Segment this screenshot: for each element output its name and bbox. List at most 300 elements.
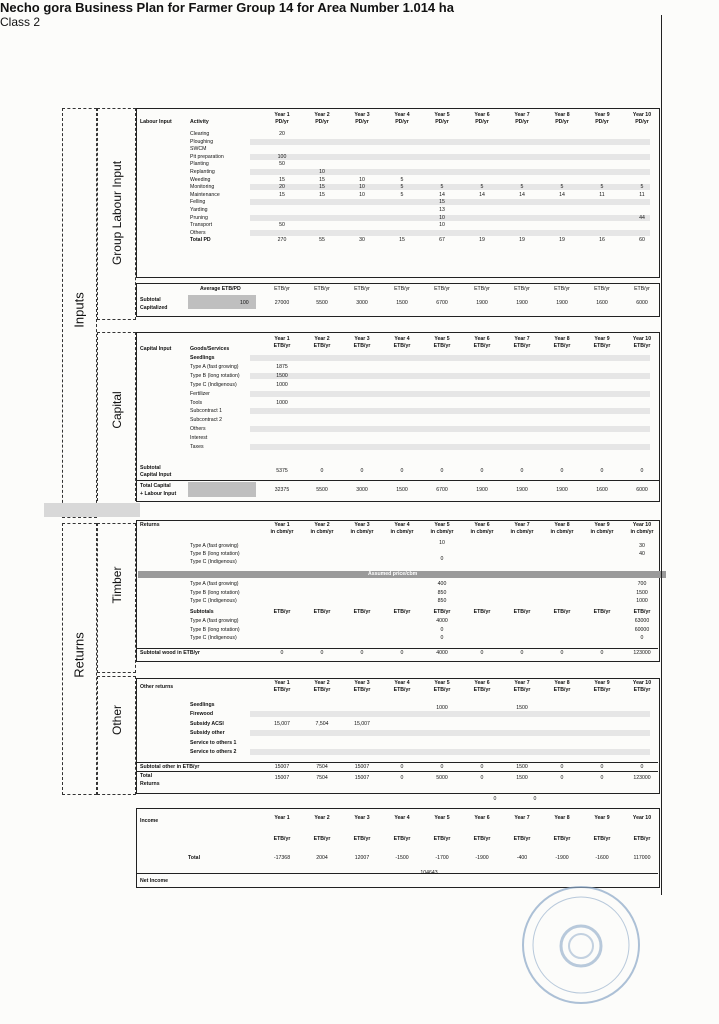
income-total-y1: -17368 — [273, 855, 291, 861]
other-frame — [97, 676, 136, 795]
faint-row — [250, 230, 650, 236]
capital-total-y1: 32375 — [274, 487, 290, 493]
timber-value-2-y5: 0 — [440, 635, 444, 641]
capital-total-y10: 6000 — [636, 487, 648, 493]
other-2-y1: 15,007 — [274, 720, 290, 727]
group-labour-side-label: Group Labour Input — [110, 160, 124, 266]
year-9-header: Year 9 — [594, 522, 610, 528]
income-year-4: Year 4 — [394, 815, 410, 821]
labour-3-y1: 100 — [277, 153, 287, 160]
year-7-header: Year 7 — [514, 522, 530, 528]
other-1-y5: 1000 — [436, 705, 448, 712]
labour-14-y7: 19 — [519, 237, 525, 244]
labour-activity-6: Weeding — [190, 176, 211, 183]
other-subtotal-y5: 0 — [440, 764, 444, 770]
capital-total-y7: 1900 — [516, 487, 528, 493]
labour-avg-label: Average ETB/PD — [200, 286, 241, 292]
income-total-label: Total — [188, 855, 201, 861]
income-total-y8: -1900 — [555, 855, 569, 861]
faint-row — [250, 373, 650, 379]
timber-subtotal-y8: 0 — [560, 650, 564, 656]
year-5-unit: ETB/yr — [433, 687, 451, 693]
timber-price-0-y5: 400 — [437, 581, 447, 587]
year-6-unit: ETB/yr — [473, 343, 491, 349]
other-2-y3: 15,007 — [354, 720, 370, 727]
labour-8-y6: 14 — [479, 191, 485, 198]
year-6-header: Year 6 — [474, 522, 490, 528]
labour-activity-0: Clearing — [190, 131, 210, 137]
labour-activity-1: Ploughing — [190, 138, 214, 145]
income-year-5: Year 5 — [434, 815, 450, 821]
labour-11-y5: 10 — [439, 214, 445, 221]
timber-price-2-y10: 1000 — [636, 598, 648, 604]
labour-unit-y3: ETB/yr — [354, 286, 370, 292]
timber-subtotal-y2: 0 — [320, 650, 324, 656]
labour-4-y1: 50 — [279, 161, 285, 168]
labour-activity-13: Others — [190, 229, 206, 236]
other-side-label: Other — [110, 704, 124, 736]
year-10-unit: PD/yr — [635, 119, 649, 125]
year-5-unit: ETB/yr — [433, 343, 451, 349]
capital-item-7: Subcontract 2 — [190, 417, 223, 424]
timber-subtotal-y3: 0 — [360, 650, 364, 656]
year-10-header: Year 10 — [632, 680, 652, 686]
labour-unit-y4: ETB/yr — [394, 286, 410, 292]
income-year-7: Year 7 — [514, 815, 530, 821]
labour-6-y2: 15 — [319, 176, 325, 183]
faint-row — [250, 749, 650, 755]
labour-8-y7: 14 — [519, 191, 525, 198]
income-unit-y8: ETB/yr — [553, 836, 571, 842]
income-unit-y4: ETB/yr — [393, 836, 411, 842]
year-8-unit: ETB/yr — [553, 343, 571, 349]
timber-value-1-y5: 0 — [440, 626, 444, 633]
year-7-unit: ETB/yr — [513, 343, 531, 349]
year-3-header: Year 3 — [354, 522, 370, 528]
capital-total-cell — [188, 482, 256, 497]
income-year-9: Year 9 — [594, 815, 610, 821]
timber-subtotal-y7: 0 — [520, 650, 524, 656]
timber-subtotal-y6: 0 — [480, 650, 484, 656]
labour-7-y7: 5 — [520, 184, 524, 191]
returns-total-y10: 123000 — [633, 775, 651, 781]
labour-subtotal-y6: 1900 — [476, 300, 488, 306]
returns-total-y5: 5000 — [436, 775, 448, 781]
returns-total-y3: 15007 — [354, 775, 370, 781]
capital-item-8: Others — [190, 426, 206, 433]
labour-subtotal-y4: 1500 — [396, 300, 408, 306]
income-unit-y6: ETB/yr — [473, 836, 491, 842]
labour-unit-y1: ETB/yr — [274, 286, 290, 292]
income-total-y3: 12007 — [354, 855, 370, 861]
year-1-unit: in cbm/yr — [270, 529, 294, 535]
year-2-header: Year 2 — [314, 680, 330, 686]
capital-item-1: Type A (fast growing) — [190, 363, 239, 370]
other-item-0: Seedlings — [190, 702, 215, 708]
labour-7-y2: 15 — [319, 184, 325, 191]
labour-11-y10: 44 — [639, 214, 645, 221]
labour-subtotal-y7: 1900 — [516, 300, 528, 306]
below-value-1: 0 — [493, 796, 497, 802]
returns-total-y9: 0 — [600, 775, 604, 781]
capital-subtotal-y7: 0 — [520, 468, 524, 474]
year-4-header: Year 4 — [394, 522, 410, 528]
other-2-y2: 7,504 — [315, 720, 329, 727]
labour-activity-4: Planting — [190, 161, 209, 168]
capital-subtotal-y2: 0 — [320, 468, 324, 474]
income-total-y4: -1500 — [395, 855, 409, 861]
year-9-unit: ETB/yr — [593, 687, 611, 693]
capital-subtotal-y5: 0 — [440, 468, 444, 474]
timber-vol-item-0: Type A (fast growing) — [190, 543, 239, 549]
timber-subtotal-y9: 0 — [600, 650, 604, 656]
labour-12-y1: 50 — [279, 222, 285, 229]
year-3-header: Year 3 — [354, 336, 370, 342]
capital-section-label: Capital Input — [140, 346, 172, 352]
labour-7-y6: 5 — [480, 184, 484, 191]
capital-subtotal-label-2: Capital Input — [140, 472, 172, 478]
faint-row — [250, 139, 650, 145]
timber-value-item-2: Type C (Indigenous) — [190, 635, 237, 641]
other-section-label: Other returns — [140, 684, 174, 690]
below-value-2: 0 — [533, 796, 537, 802]
capital-subtotal-y3: 0 — [360, 468, 364, 474]
timber-unit-y8: ETB/yr — [553, 609, 571, 615]
labour-7-y3: 10 — [359, 184, 365, 191]
faint-row — [250, 391, 650, 397]
other-subtotal-y10: 0 — [640, 764, 644, 770]
capital-subtotal-y8: 0 — [560, 468, 564, 474]
labour-subtotal-label-2: Capitalized — [140, 305, 168, 311]
labour-8-y1: 15 — [279, 191, 285, 198]
labour-6-y1: 15 — [279, 176, 285, 183]
other-subtotal-line — [136, 762, 658, 763]
official-stamp — [506, 880, 656, 1010]
labour-7-y5: 5 — [440, 184, 444, 191]
year-10-header: Year 10 — [632, 522, 652, 528]
faint-row — [250, 730, 650, 736]
labour-subtotal-y1: 27000 — [274, 300, 290, 306]
timber-unit-y6: ETB/yr — [473, 609, 491, 615]
labour-8-y8: 14 — [559, 191, 565, 198]
labour-10-y5: 13 — [439, 207, 445, 213]
labour-unit-y10: ETB/yr — [634, 286, 650, 292]
year-4-unit: in cbm/yr — [390, 529, 414, 535]
timber-value-item-0: Type A (fast growing) — [190, 618, 239, 624]
labour-14-y8: 19 — [559, 237, 565, 244]
faint-row — [250, 444, 650, 450]
timber-price-item-0: Type A (fast growing) — [190, 581, 239, 587]
labour-subtotal-y8: 1900 — [556, 300, 568, 306]
other-subtotal-y2: 7504 — [316, 764, 328, 770]
timber-side-label: Timber — [110, 566, 124, 604]
year-2-unit: ETB/yr — [313, 687, 331, 693]
timber-unit-y1: ETB/yr — [273, 609, 291, 615]
labour-unit-y7: ETB/yr — [514, 286, 530, 292]
year-9-header: Year 9 — [594, 680, 610, 686]
capital-3-y1: 1000 — [276, 381, 288, 388]
class-label: Class 2 — [0, 15, 41, 29]
income-total-y7: -400 — [516, 855, 528, 861]
returns-total-y2: 7504 — [316, 775, 328, 781]
year-6-unit: PD/yr — [475, 119, 489, 125]
labour-subtotal-y2: 5500 — [316, 300, 328, 306]
other-subtotal-y9: 0 — [600, 764, 604, 770]
labour-5-y2: 10 — [319, 169, 325, 175]
timber-value-0-y5: 4000 — [436, 618, 448, 624]
year-6-unit: in cbm/yr — [470, 529, 494, 535]
capital-item-9: Interest — [190, 435, 208, 442]
timber-subtotal-y1: 0 — [280, 650, 284, 656]
year-6-unit: ETB/yr — [473, 687, 491, 693]
year-9-header: Year 9 — [594, 112, 610, 118]
year-7-header: Year 7 — [514, 112, 530, 118]
timber-unit-y3: ETB/yr — [353, 609, 371, 615]
income-unit-y1: ETB/yr — [273, 836, 291, 842]
income-unit-y7: ETB/yr — [513, 836, 531, 842]
timber-vol-item-1: Type B (long rotation) — [190, 551, 240, 557]
labour-8-y10: 11 — [639, 191, 645, 198]
year-1-unit: ETB/yr — [273, 687, 291, 693]
other-subtotal-y1: 15007 — [274, 764, 290, 770]
labour-activity-9: Felling — [190, 199, 206, 206]
year-1-unit: ETB/yr — [273, 343, 291, 349]
labour-subtotal-y5: 6700 — [436, 300, 448, 306]
returns-total-y8: 0 — [560, 775, 564, 781]
year-7-unit: in cbm/yr — [510, 529, 534, 535]
other-subtotal-y6: 0 — [480, 764, 484, 770]
labour-subtotal-y3: 3000 — [356, 300, 368, 306]
timber-vol-0-y5: 10 — [439, 540, 445, 546]
income-unit-y5: ETB/yr — [433, 836, 451, 842]
timber-price-item-2: Type C (Indigenous) — [190, 598, 237, 604]
income-total-y10: 117000 — [633, 855, 651, 861]
labour-14-y4: 15 — [399, 237, 405, 244]
year-2-unit: in cbm/yr — [310, 529, 334, 535]
income-unit-y9: ETB/yr — [593, 836, 611, 842]
year-6-header: Year 6 — [474, 112, 490, 118]
capital-item-10: Taxes — [190, 444, 204, 450]
labour-14-y1: 270 — [277, 237, 287, 244]
year-7-unit: PD/yr — [515, 119, 529, 125]
labour-8-y2: 15 — [319, 191, 325, 198]
other-subtotal-label: Subtotal other in ETB/yr — [140, 764, 200, 770]
capital-goods-label: Goods/Services — [190, 346, 230, 352]
timber-vol-1-y10: 40 — [639, 551, 645, 557]
labour-7-y8: 5 — [560, 184, 564, 191]
labour-14-y6: 19 — [479, 237, 485, 244]
capital-side-label: Capital — [110, 391, 124, 429]
capital-total-y9: 1600 — [596, 487, 608, 493]
timber-value-item-1: Type B (long rotation) — [190, 626, 240, 633]
capital-total-y6: 1900 — [476, 487, 488, 493]
income-section-label: Income — [140, 818, 159, 824]
capital-subtotal-y6: 0 — [480, 468, 484, 474]
labour-12-y5: 10 — [439, 222, 445, 229]
year-3-header: Year 3 — [354, 112, 370, 118]
capital-total-y3: 3000 — [356, 487, 368, 493]
year-6-header: Year 6 — [474, 336, 490, 342]
timber-vol-0-y10: 30 — [639, 543, 645, 549]
timber-subtotals-label: Subtotals — [190, 609, 214, 615]
returns-total-label-1: Total — [140, 773, 153, 779]
timber-price-1-y5: 850 — [437, 589, 447, 596]
capital-subtotal-y1: 5375 — [276, 468, 288, 474]
other-item-1: Firewood — [190, 711, 214, 718]
timber-vol-2-y5: 0 — [440, 556, 444, 562]
labour-unit-y5: ETB/yr — [434, 286, 450, 292]
year-10-unit: ETB/yr — [633, 687, 651, 693]
capital-item-4: Fertilizer — [190, 390, 210, 397]
income-total-y2: 2004 — [316, 855, 328, 861]
labour-unit-y6: ETB/yr — [474, 286, 490, 292]
capital-total-label-2: + Labour Input — [140, 491, 177, 497]
labour-8-y4: 5 — [400, 191, 404, 198]
year-8-unit: in cbm/yr — [550, 529, 574, 535]
labour-14-y9: 16 — [599, 237, 605, 244]
labour-activity-14: Total PD — [190, 237, 211, 244]
income-unit-y3: ETB/yr — [353, 836, 371, 842]
labour-activity-10: Yarding — [190, 207, 208, 213]
timber-unit-y7: ETB/yr — [513, 609, 531, 615]
separator-band — [44, 503, 140, 517]
labour-14-y3: 30 — [359, 237, 365, 244]
year-1-header: Year 1 — [274, 680, 290, 686]
year-2-unit: PD/yr — [315, 119, 329, 125]
income-total-y5: -1700 — [435, 855, 449, 861]
labour-activity-11: Pruning — [190, 214, 208, 221]
capital-total-y5: 6700 — [436, 487, 448, 493]
timber-subtotal-y4: 0 — [400, 650, 404, 656]
year-4-unit: PD/yr — [395, 119, 409, 125]
income-year-3: Year 3 — [354, 815, 370, 821]
labour-activity-12: Transport — [190, 222, 213, 229]
net-income-label: Net Income — [140, 878, 168, 884]
income-unit-y2: ETB/yr — [313, 836, 331, 842]
year-1-header: Year 1 — [274, 522, 290, 528]
other-item-3: Subsidy other — [190, 730, 225, 737]
year-5-header: Year 5 — [434, 522, 450, 528]
faint-row — [250, 408, 650, 414]
year-9-unit: ETB/yr — [593, 343, 611, 349]
assumed-price-label: Assumed price/cbm — [368, 571, 418, 577]
returns-total-y4: 0 — [400, 775, 404, 781]
timber-price-0-y10: 700 — [637, 581, 647, 587]
year-2-unit: ETB/yr — [313, 343, 331, 349]
income-total-y6: -1900 — [475, 855, 489, 861]
timber-unit-y9: ETB/yr — [593, 609, 611, 615]
labour-8-y5: 14 — [439, 191, 445, 198]
year-8-unit: PD/yr — [555, 119, 569, 125]
year-1-unit: PD/yr — [275, 119, 289, 125]
labour-subtotal-y9: 1600 — [596, 300, 608, 306]
year-8-header: Year 8 — [554, 680, 570, 686]
labour-8-y9: 11 — [599, 191, 605, 198]
net-income-value: 104643 — [420, 870, 438, 876]
year-4-header: Year 4 — [394, 112, 410, 118]
capital-item-0: Seedlings — [190, 355, 215, 361]
year-4-unit: ETB/yr — [393, 343, 411, 349]
year-7-unit: ETB/yr — [513, 687, 531, 693]
year-3-header: Year 3 — [354, 680, 370, 686]
year-10-unit: in cbm/yr — [630, 529, 654, 535]
other-subtotal-y4: 0 — [400, 764, 404, 770]
year-10-header: Year 10 — [632, 112, 652, 118]
labour-6-y3: 10 — [359, 176, 365, 183]
returns-total-y1: 15007 — [274, 775, 290, 781]
year-3-unit: ETB/yr — [353, 687, 371, 693]
income-unit-y10: ETB/yr — [633, 836, 651, 842]
income-year-10: Year 10 — [632, 815, 652, 821]
year-9-unit: in cbm/yr — [590, 529, 614, 535]
labour-unit-y2: ETB/yr — [314, 286, 330, 292]
capital-subtotal-y4: 0 — [400, 468, 404, 474]
labour-section-label: Labour Input — [140, 119, 172, 125]
year-9-header: Year 9 — [594, 336, 610, 342]
faint-row — [250, 711, 650, 717]
year-10-unit: ETB/yr — [633, 343, 651, 349]
capital-total-y8: 1900 — [556, 487, 568, 493]
year-5-unit: in cbm/yr — [430, 529, 454, 535]
year-5-header: Year 5 — [434, 680, 450, 686]
labour-activity-2: SWCM — [190, 146, 207, 153]
labour-9-y5: 15 — [439, 199, 445, 206]
labour-14-y10: 60 — [639, 237, 645, 244]
capital-item-5: Tools — [190, 399, 203, 406]
year-10-header: Year 10 — [632, 336, 652, 342]
labour-activity-7: Monitoring — [190, 184, 215, 191]
year-8-header: Year 8 — [554, 112, 570, 118]
timber-subtotal-line — [136, 648, 658, 649]
year-1-header: Year 1 — [274, 112, 290, 118]
labour-unit-y8: ETB/yr — [554, 286, 570, 292]
labour-subtotal-label-1: Subtotal — [140, 297, 161, 303]
timber-subtotal-y10: 123000 — [633, 650, 651, 656]
year-5-header: Year 5 — [434, 336, 450, 342]
year-4-unit: ETB/yr — [393, 687, 411, 693]
income-year-6: Year 6 — [474, 815, 490, 821]
capital-subtotal-y9: 0 — [600, 468, 604, 474]
timber-subtotal-y5: 4000 — [436, 650, 448, 656]
timber-price-2-y5: 850 — [437, 598, 447, 604]
year-5-unit: PD/yr — [435, 119, 449, 125]
other-subtotal-y3: 15007 — [354, 764, 370, 770]
year-4-header: Year 4 — [394, 336, 410, 342]
labour-activity-5: Replanting — [190, 169, 215, 175]
year-3-unit: in cbm/yr — [350, 529, 374, 535]
income-total-y9: -1600 — [595, 855, 609, 861]
labour-14-y5: 67 — [439, 237, 445, 244]
right-margin-line — [661, 15, 662, 895]
returns-total-y6: 0 — [480, 775, 484, 781]
capital-1-y1: 1875 — [276, 363, 288, 370]
capital-item-2: Type B (long rotation) — [190, 372, 240, 379]
capital-subtotal-y10: 0 — [640, 468, 644, 474]
capital-total-label-1: Total Capital — [140, 483, 171, 489]
timber-unit-y4: ETB/yr — [393, 609, 411, 615]
labour-14-y2: 55 — [319, 237, 325, 244]
returns-total-label-2: Returns — [140, 781, 160, 787]
year-2-header: Year 2 — [314, 112, 330, 118]
labour-6-y4: 5 — [400, 176, 404, 183]
labour-activity-8: Maintenance — [190, 191, 220, 198]
timber-subtotal-label: Subtotal wood in ETB/yr — [140, 650, 200, 656]
net-income-line — [136, 873, 658, 874]
year-8-unit: ETB/yr — [553, 687, 571, 693]
returns-side-label: Returns — [71, 632, 87, 678]
labour-0-y1: 20 — [279, 131, 285, 137]
timber-vol-item-2: Type C (Indigenous) — [190, 559, 237, 565]
